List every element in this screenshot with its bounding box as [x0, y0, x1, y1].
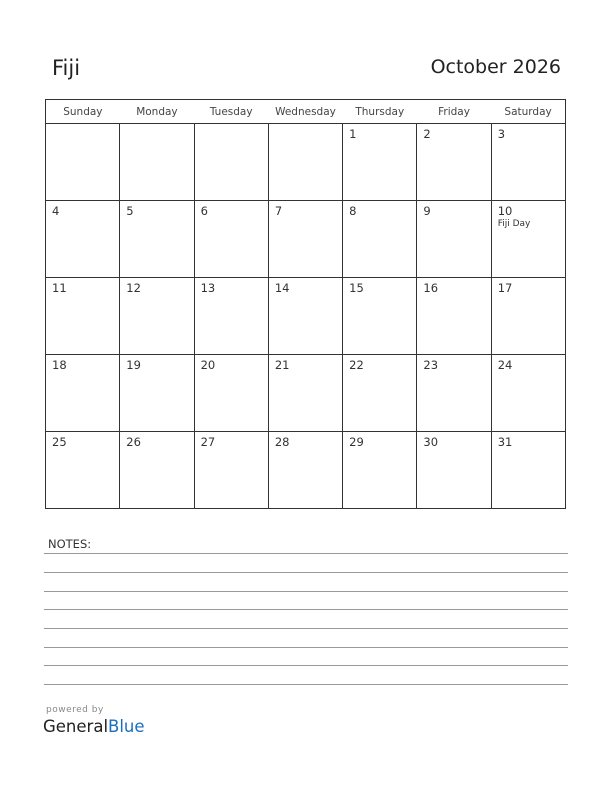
day-number: 14 — [274, 281, 290, 295]
day-cell — [417, 124, 491, 201]
powered-by-text: powered by — [46, 705, 104, 715]
day-cell — [343, 201, 417, 278]
calendar-grid — [45, 99, 566, 509]
day-cell — [417, 355, 491, 432]
week-row — [46, 124, 566, 201]
note-line — [44, 647, 568, 648]
day-cell — [491, 355, 565, 432]
day-number — [120, 124, 193, 127]
day-cell — [120, 432, 194, 509]
day-cell — [194, 432, 268, 509]
brand-blue: Blue — [108, 717, 145, 736]
day-number: 19 — [126, 358, 141, 372]
day-number: 10 — [497, 204, 513, 218]
day-number: 21 — [274, 358, 290, 372]
day-cell — [120, 201, 194, 278]
day-cell — [194, 355, 268, 432]
week-row — [46, 355, 566, 432]
weekday-monday: Monday — [120, 100, 194, 124]
country-title: Fiji — [52, 56, 81, 80]
day-cell — [194, 278, 268, 355]
note-line — [44, 665, 568, 666]
day-cell — [343, 124, 417, 201]
month-title: October 2026 — [430, 56, 561, 78]
day-cell — [491, 278, 565, 355]
day-cell — [417, 432, 491, 509]
day-cell — [491, 201, 565, 278]
day-cell — [491, 124, 565, 201]
day-number: 1 — [349, 127, 357, 141]
note-line — [44, 609, 568, 610]
weekday-saturday: Saturday — [491, 100, 565, 124]
brand-general: General — [43, 717, 109, 736]
day-number: 8 — [349, 204, 357, 218]
note-line — [44, 684, 568, 685]
notes-label: NOTES: — [48, 537, 92, 551]
day-cell — [46, 201, 120, 278]
day-number: 28 — [274, 435, 290, 449]
day-cell — [46, 278, 120, 355]
day-cell — [343, 278, 417, 355]
day-number: 4 — [52, 204, 60, 218]
day-cell — [194, 124, 268, 201]
weekday-wednesday: Wednesday — [268, 100, 342, 124]
generalblue-logo — [43, 717, 145, 736]
day-cell — [268, 355, 342, 432]
day-cell — [268, 278, 342, 355]
day-number: 23 — [423, 358, 439, 372]
day-number: 29 — [349, 435, 364, 449]
day-number: 2 — [423, 127, 431, 141]
day-number: 16 — [423, 281, 439, 295]
day-number: 9 — [423, 204, 431, 218]
note-line — [44, 628, 568, 629]
weekday-friday: Friday — [417, 100, 491, 124]
day-number: 5 — [126, 204, 134, 218]
day-number: 27 — [200, 435, 216, 449]
day-number: 18 — [52, 358, 67, 372]
day-cell — [120, 278, 194, 355]
day-cell — [120, 355, 194, 432]
day-number: 15 — [349, 281, 364, 295]
day-cell — [120, 124, 194, 201]
day-cell — [268, 432, 342, 509]
week-row — [46, 201, 566, 278]
day-cell — [268, 201, 342, 278]
day-number: 17 — [497, 281, 513, 295]
day-cell — [268, 124, 342, 201]
weekday-header-row — [46, 100, 566, 124]
weekday-sunday: Sunday — [46, 100, 120, 124]
day-number — [195, 124, 268, 127]
week-row — [46, 432, 566, 509]
day-cell — [343, 355, 417, 432]
holiday-label: Fiji Day — [497, 219, 531, 229]
week-row — [46, 278, 566, 355]
day-cell — [491, 432, 565, 509]
day-cell — [194, 201, 268, 278]
day-number: 20 — [200, 358, 216, 372]
day-cell — [343, 432, 417, 509]
day-number: 26 — [126, 435, 141, 449]
day-number — [269, 124, 342, 127]
day-cell — [46, 432, 120, 509]
day-number: 22 — [349, 358, 364, 372]
day-cell — [417, 278, 491, 355]
day-number: 12 — [126, 281, 141, 295]
weekday-tuesday: Tuesday — [194, 100, 268, 124]
day-number: 31 — [497, 435, 513, 449]
day-number: 24 — [497, 358, 513, 372]
day-cell — [46, 124, 120, 201]
weekday-thursday: Thursday — [343, 100, 417, 124]
day-number: 25 — [52, 435, 67, 449]
day-number: 3 — [497, 127, 506, 141]
note-line — [44, 572, 568, 573]
day-number — [46, 124, 119, 127]
day-number: 6 — [200, 204, 208, 218]
note-line — [44, 591, 568, 592]
day-number: 13 — [200, 281, 216, 295]
day-number: 30 — [423, 435, 439, 449]
day-cell — [417, 201, 491, 278]
note-line — [44, 553, 568, 554]
day-number: 11 — [52, 281, 67, 295]
day-number: 7 — [274, 204, 283, 218]
day-cell — [46, 355, 120, 432]
